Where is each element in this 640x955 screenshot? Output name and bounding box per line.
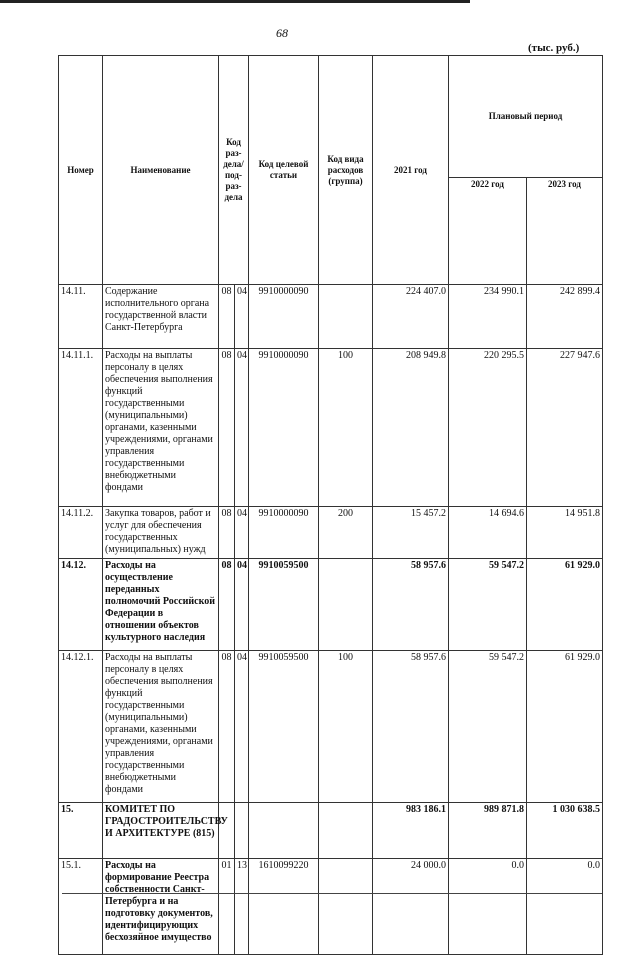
header-target: Код целевой статьи [249, 56, 319, 285]
row-2021: 15 457.2 [373, 507, 449, 559]
row-vid [319, 859, 373, 955]
row-razdel: 08 [219, 507, 235, 559]
header-razdel: Код раз-дела/ под-раз-дела [219, 56, 249, 285]
row-name: КОМИТЕТ ПО ГРАДОСТРОИТЕЛЬСТВУ И АРХИТЕКТУРЕ (815) [103, 803, 219, 859]
row-razdel: 08 [219, 559, 235, 651]
row-vid [319, 559, 373, 651]
header-planned: Плановый период [449, 56, 603, 178]
row-2022: 234 990.1 [449, 285, 527, 349]
row-podrazdel: 04 [235, 559, 249, 651]
row-podrazdel: 04 [235, 507, 249, 559]
row-razdel [219, 803, 235, 859]
row-podrazdel: 04 [235, 285, 249, 349]
row-target: 9910059500 [249, 559, 319, 651]
row-podrazdel: 04 [235, 349, 249, 507]
row-2022: 59 547.2 [449, 651, 527, 803]
row-2021: 58 957.6 [373, 559, 449, 651]
row-2023: 1 030 638.5 [527, 803, 603, 859]
header-nomer: Номер [59, 56, 103, 285]
row-vid: 100 [319, 349, 373, 507]
row-vid [319, 803, 373, 859]
header-name: Наименование [103, 56, 219, 285]
row-target [249, 803, 319, 859]
row-number: 14.12.1. [59, 651, 103, 803]
table-row [59, 349, 603, 507]
row-2021: 58 957.6 [373, 651, 449, 803]
row-razdel: 08 [219, 285, 235, 349]
header-2023: 2023 год [527, 178, 603, 285]
header-2022: 2022 год [449, 178, 527, 285]
table-row [59, 285, 603, 349]
row-target: 1610099220 [249, 859, 319, 955]
row-2023: 14 951.8 [527, 507, 603, 559]
page-number: 68 [276, 26, 288, 40]
budget-table [58, 55, 603, 955]
row-2021: 983 186.1 [373, 803, 449, 859]
row-podrazdel: 13 [235, 859, 249, 955]
row-2022: 220 295.5 [449, 349, 527, 507]
row-razdel: 08 [219, 651, 235, 803]
row-podrazdel [235, 803, 249, 859]
units-label: (тыс. руб.) [528, 42, 580, 54]
row-2022: 59 547.2 [449, 559, 527, 651]
row-name: Расходы на выплаты персоналу в целях обеспечения выполнения функций государственными (муниципальными) органами, казенными учреждениями, органами управления государственными внебюджетными фондами [103, 349, 219, 507]
row-2022: 0.0 [449, 859, 527, 955]
row-name: Расходы на формирование Реестра собственности Санкт-Петербурга и на подготовку документов, идентифицирующих бесхозяйное имущество [103, 859, 219, 955]
row-2023: 61 929.0 [527, 559, 603, 651]
row-2021: 24 000.0 [373, 859, 449, 955]
row-target: 9910059500 [249, 651, 319, 803]
row-name: Расходы на выплаты персоналу в целях обеспечения выполнения функций государственными (муниципальными) органами, казенными учреждениями, органами управления государственными внебюджетными фондами [103, 651, 219, 803]
row-number: 14.11.1. [59, 349, 103, 507]
row-2023: 0.0 [527, 859, 603, 955]
header-2021: 2021 год [373, 56, 449, 285]
row-name: Содержание исполнительного органа государственной власти Санкт-Петербурга [103, 285, 219, 349]
row-2023: 242 899.4 [527, 285, 603, 349]
row-number: 15.1. [59, 859, 103, 955]
row-2021: 208 949.8 [373, 349, 449, 507]
table-row [59, 507, 603, 559]
row-target: 9910000090 [249, 285, 319, 349]
row-name: Закупка товаров, работ и услуг для обеспечения государственных (муниципальных) нужд [103, 507, 219, 559]
header-row [59, 56, 603, 178]
row-vid: 100 [319, 651, 373, 803]
row-2022: 14 694.6 [449, 507, 527, 559]
row-name: Расходы на осуществление переданных полномочий Российской Федерации в отношении объектов культурного наследия [103, 559, 219, 651]
row-number: 14.12. [59, 559, 103, 651]
table-row [59, 803, 603, 859]
row-razdel: 08 [219, 349, 235, 507]
row-target: 9910000090 [249, 507, 319, 559]
row-number: 14.11. [59, 285, 103, 349]
table-row [59, 559, 603, 651]
row-2023: 61 929.0 [527, 651, 603, 803]
header-vid: Код вида расходов (группа) [319, 56, 373, 285]
row-razdel: 01 [219, 859, 235, 955]
row-2023: 227 947.6 [527, 349, 603, 507]
row-target: 9910000090 [249, 349, 319, 507]
row-number: 14.11.2. [59, 507, 103, 559]
top-rule [0, 0, 470, 3]
table-row [59, 651, 603, 803]
table-row [59, 859, 603, 955]
row-2022: 989 871.8 [449, 803, 527, 859]
row-number: 15. [59, 803, 103, 859]
bottom-rule [62, 893, 602, 894]
row-vid: 200 [319, 507, 373, 559]
row-podrazdel: 04 [235, 651, 249, 803]
row-2021: 224 407.0 [373, 285, 449, 349]
row-vid [319, 285, 373, 349]
